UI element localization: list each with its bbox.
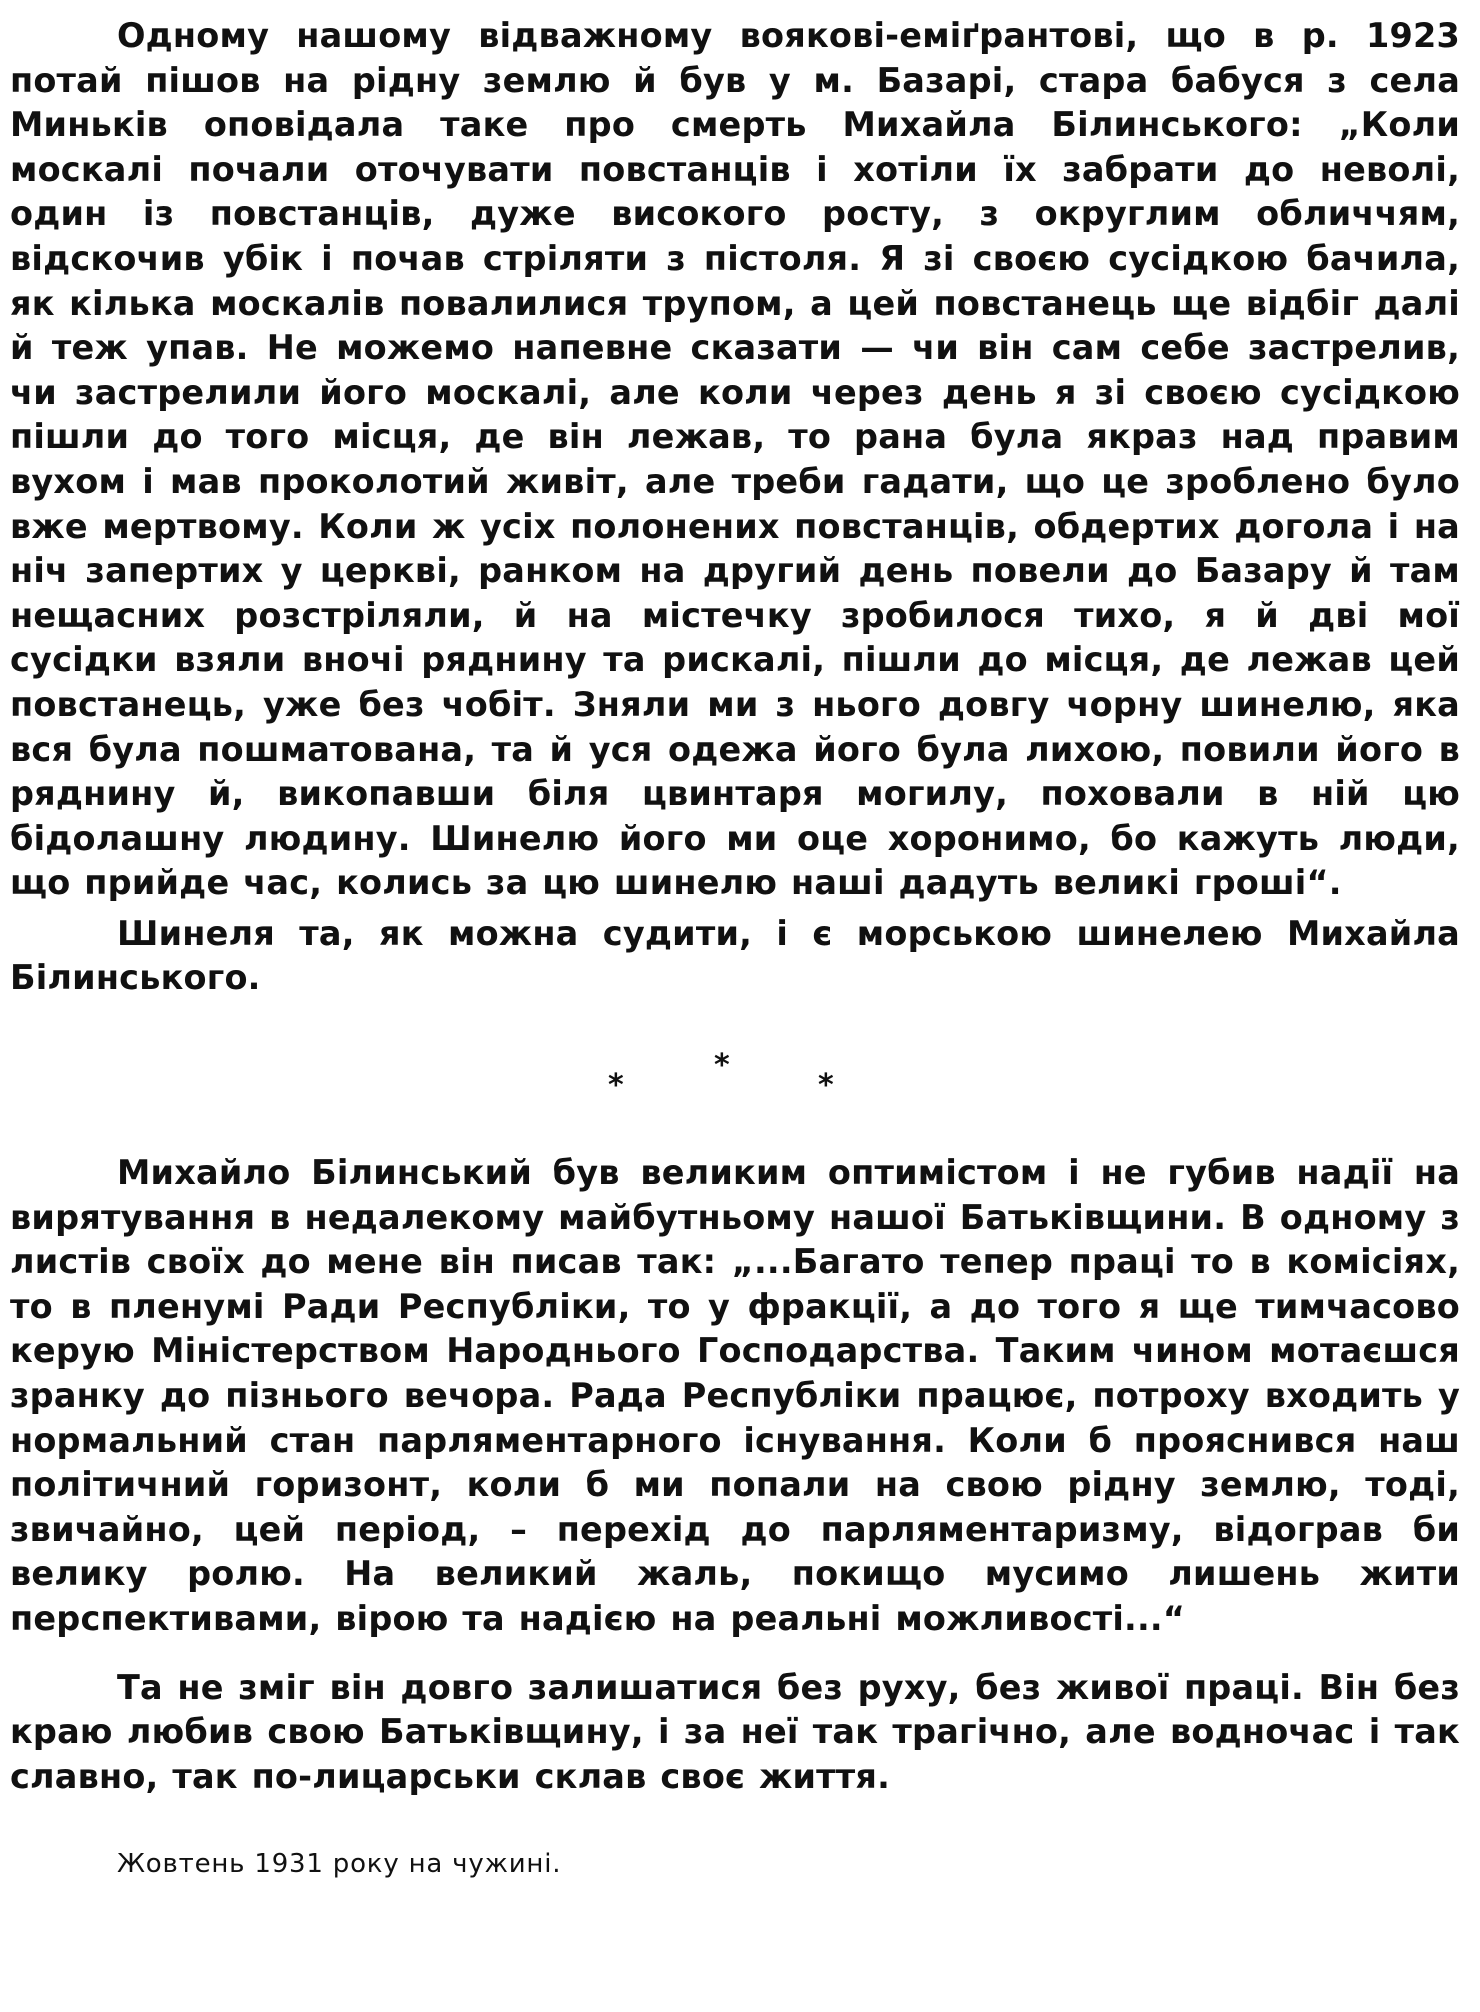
paragraph-letter-quote: Михайло Білинський був великим оптимістом і не губив надії на вирятування в недалекому майбутньому нашої Батьківщини. В одному з листів своїх до мене він писав так: „...Багато тепер праці то в комісіях, то в пленумі Ради Республіки, то у фракції, а до того я ще тимчасово керую Міністерством Народнього Господарства. Таким чином мотаєшся зранку до пізнього вечора. Рада Республіки працює, потроху входить у нормальний стан парляментарного існування. Коли б прояснився наш політичний горизонт, коли б ми попали на свою рідну землю, тоді, звичайно, цей період, – перехід до парляментаризму, відограв би велику ролю. На великий жаль, покищо мусимо лишень жити перспективами, вірою та надією на реальні можливості...“ xyxy=(10,1153,1460,1638)
separator-asterisk: * xyxy=(714,1048,730,1084)
section-separator xyxy=(10,1001,1460,1151)
date-signature: Жовтень 1931 року на чужині. xyxy=(117,1849,562,1880)
separator-asterisk: * xyxy=(608,1068,624,1104)
paragraph-emigrant-story: Одному нашому відважному воякові-еміґрантові, що в р. 1923 потай пішов на рідну землю й був у м. Базарі, стара бабуся з села Миньків оповідала таке про смерть Михайла Білинського: „Коли москалі почали оточувати повстанців і хотіли їх забрати до неволі, один із повстанців, дуже високого росту, з округлим обличчям, відскочив убік і почав стріляти з пістоля. Я зі своєю сусідкою бачила, як кілька москалів повалилися трупом, а цей повстанець ще відбіг далі й теж упав. Не можемо напевне сказати — чи він сам себе застрелив, чи застрелили його москалі, але коли через день я зі своєю сусідкою пішли до того місця, де він лежав, то рана була якраз над правим вухом і мав проколотий живіт, але треби гадати, що це зроблено було вже мертвому. Коли ж усіх полонених повстанців, обдертих догола і на ніч запертих у церкві, ранком на другий день повели до Базару й там нещасних розстріляли, й на містечку зробилося тихо, я й дві мої сусідки взяли вночі ряднину та рискалі, пішли до місця, де лежав цей повстанець, уже без чобіт. Зняли ми з нього довгу чорну шинелю, яка вся була пошматована, та й уся одежа його була лихою, повили його в ряднину й, викопавши біля цвинтаря могилу, поховали в ній цю бідолашну людину. Шинелю його ми оце хоронимо, бо кажуть люди, що прийде час, колись за цю шинелю наші дадуть великі гроші“. xyxy=(10,16,1460,903)
paragraph-conclusion: Та не зміг він довго залишатися без руху, без живої праці. Він без краю любив свою Батьківщину, і за неї так трагічно, але водночас і так славно, так по-лицарськи склав своє життя. xyxy=(10,1667,1460,1796)
document-page xyxy=(10,14,1460,1879)
separator-asterisk: * xyxy=(818,1068,834,1104)
paragraph-greatcoat: Шинеля та, як можна судити, і є морською шинелею Михайла Білинського. xyxy=(10,913,1460,998)
